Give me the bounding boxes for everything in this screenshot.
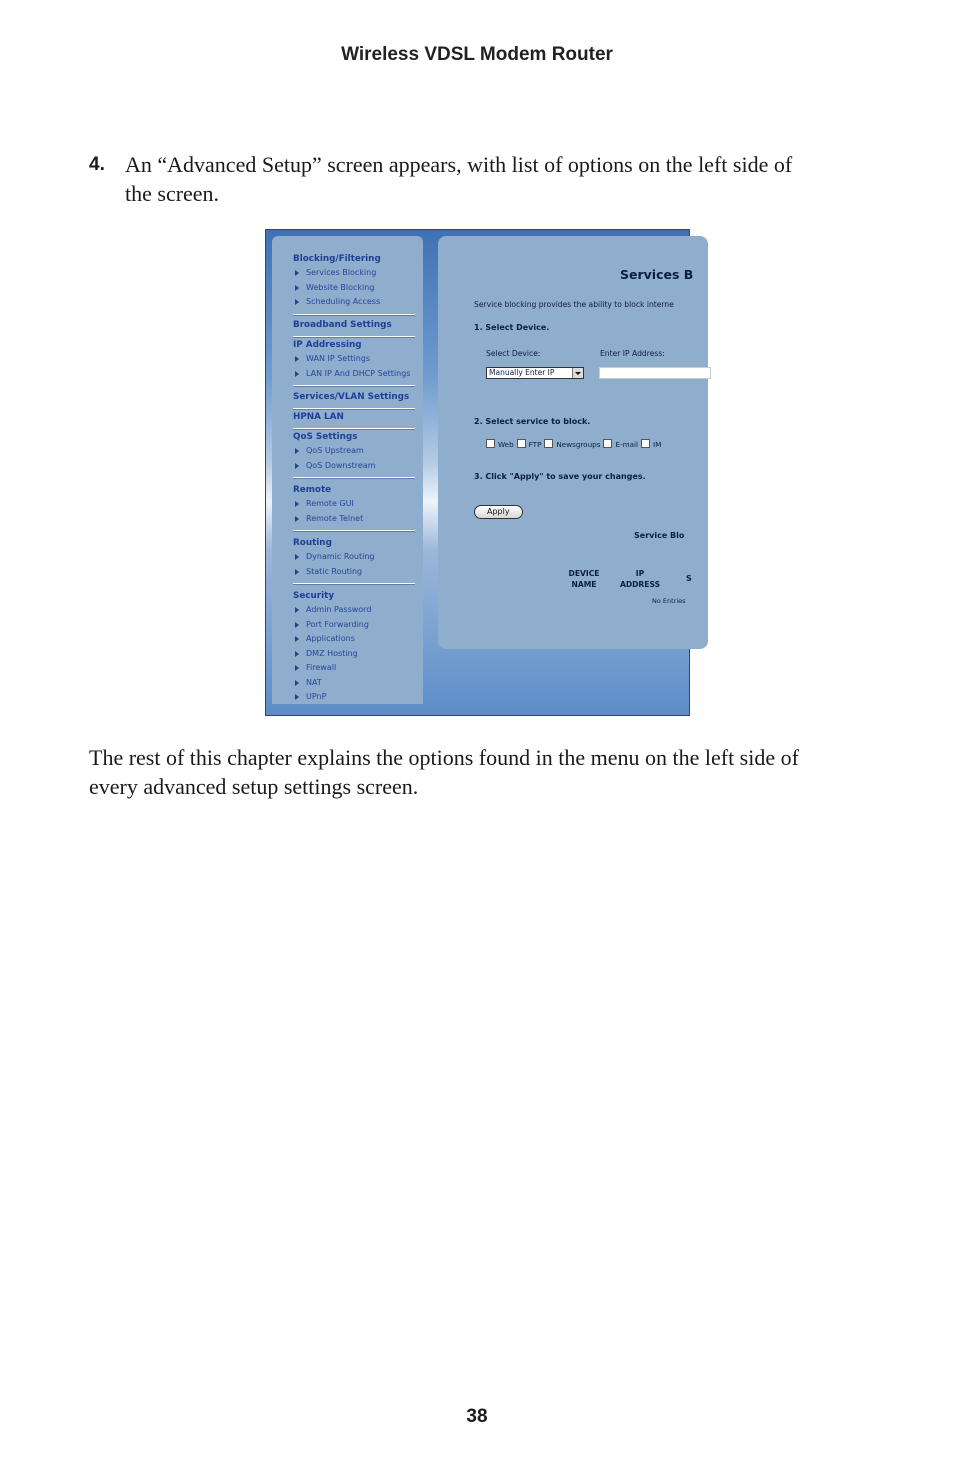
nav-item-label: Port Forwarding	[306, 619, 369, 629]
nav-heading[interactable]: HPNA LAN	[293, 412, 344, 422]
chevron-down-icon[interactable]	[572, 368, 583, 378]
nav-item-label: LAN IP And DHCP Settings	[306, 368, 411, 378]
nav-item[interactable]	[293, 618, 415, 633]
nav-item[interactable]	[293, 603, 415, 618]
arrow-right-icon	[295, 569, 299, 575]
arrow-right-icon	[295, 371, 299, 377]
service-checkbox[interactable]	[641, 439, 650, 448]
nav-item[interactable]	[293, 367, 415, 382]
nav-item[interactable]	[293, 690, 415, 705]
arrow-right-icon	[295, 299, 299, 305]
panel-title: Services B	[620, 267, 694, 282]
nav-item[interactable]	[293, 676, 415, 691]
nav-item-label: Dynamic Routing	[306, 552, 375, 561]
nav-item[interactable]	[293, 661, 415, 676]
column-partial: S	[686, 574, 692, 583]
step-4	[89, 150, 849, 208]
nav-item-label: Admin Password	[306, 605, 372, 614]
step-select-device: 1. Select Device.	[474, 323, 550, 332]
nav-item-label: Website Blocking	[306, 282, 375, 292]
ip-address-input[interactable]	[599, 367, 711, 379]
nav-item[interactable]	[293, 632, 415, 647]
nav-group	[293, 589, 415, 705]
nav-divider	[293, 477, 415, 479]
arrow-right-icon	[295, 356, 299, 362]
nav-item[interactable]	[293, 444, 415, 459]
nav-item-label: Firewall	[306, 663, 337, 672]
nav-item-label: Remote Telnet	[306, 513, 364, 523]
column-ip-address-line-2: ADDRESS	[619, 580, 661, 589]
service-checkbox[interactable]	[603, 439, 612, 448]
service-checkbox-label: E-mail	[615, 440, 638, 449]
apply-button[interactable]: Apply	[474, 505, 523, 519]
arrow-right-icon	[295, 622, 299, 628]
service-checkbox-label: Web	[498, 440, 514, 449]
service-checkbox[interactable]	[544, 439, 553, 448]
nav-item-label: WAN IP Settings	[306, 354, 371, 363]
nav-item-label: Services Blocking	[306, 268, 377, 277]
column-ip-address	[618, 568, 662, 590]
advanced-setup-menu	[272, 236, 423, 704]
nav-group	[293, 252, 415, 316]
arrow-right-icon	[295, 448, 299, 454]
no-entries-text: No Entries	[652, 597, 686, 605]
nav-group	[293, 390, 415, 410]
column-device-name-line-1: DEVICE	[568, 569, 600, 578]
nav-item-label: Remote GUI	[306, 499, 354, 508]
nav-item[interactable]	[293, 352, 415, 367]
nav-heading[interactable]: Security	[293, 591, 335, 601]
nav-item[interactable]	[293, 565, 415, 580]
arrow-right-icon	[295, 501, 299, 507]
arrow-right-icon	[295, 463, 299, 469]
service-checkbox-label: IM	[653, 440, 662, 449]
enter-ip-label: Enter IP Address:	[600, 349, 665, 358]
select-device-value: Manually Enter IP	[489, 368, 555, 377]
nav-group	[293, 318, 415, 338]
nav-group	[293, 410, 415, 430]
step-apply: 3. Click "Apply" to save your changes.	[474, 472, 646, 481]
nav-group	[293, 430, 415, 479]
select-device-label: Select Device:	[486, 349, 541, 358]
arrow-right-icon	[295, 694, 299, 700]
step-text-line-2: the screen.	[125, 181, 220, 206]
running-header: Wireless VDSL Modem Router	[341, 44, 613, 65]
table-title: Service Blo	[634, 531, 685, 540]
nav-group	[293, 536, 415, 585]
service-checkbox-label: FTP	[528, 440, 542, 449]
nav-heading[interactable]: Broadband Settings	[293, 320, 392, 330]
nav-item-label: QoS Upstream	[306, 446, 364, 455]
nav-divider	[293, 314, 415, 316]
nav-item[interactable]	[293, 459, 415, 474]
nav-heading[interactable]: QoS Settings	[293, 432, 358, 442]
service-checkboxes	[486, 439, 664, 449]
nav-heading[interactable]: Routing	[293, 538, 332, 548]
column-device-name	[562, 568, 606, 590]
nav-heading[interactable]: Remote	[293, 485, 332, 495]
advanced-setup-screenshot	[265, 229, 694, 716]
nav-item[interactable]	[293, 647, 415, 662]
nav-item-label: Scheduling Access	[306, 297, 381, 306]
service-checkbox[interactable]	[517, 439, 526, 448]
step-number: 4.	[89, 154, 105, 175]
nav-heading[interactable]: Blocking/Filtering	[293, 254, 381, 264]
body-paragraph-line-2: every advanced setup settings screen.	[89, 774, 419, 799]
arrow-right-icon	[295, 665, 299, 671]
nav-group	[293, 338, 415, 387]
column-ip-address-line-1: IP	[635, 569, 645, 578]
arrow-right-icon	[295, 270, 299, 276]
body-paragraph	[89, 743, 859, 801]
arrow-right-icon	[295, 285, 299, 291]
nav-item[interactable]	[293, 550, 415, 565]
nav-item-label: QoS Downstream	[306, 460, 376, 470]
arrow-right-icon	[295, 554, 299, 560]
step-text	[125, 150, 849, 208]
column-device-name-line-2: NAME	[571, 580, 597, 589]
step-text-line-1: An “Advanced Setup” screen appears, with list of options on the left side of	[125, 152, 793, 177]
nav-item[interactable]	[293, 497, 415, 512]
nav-item-label: NAT	[306, 677, 322, 687]
arrow-right-icon	[295, 680, 299, 686]
nav-divider	[293, 385, 415, 387]
nav-item-label: Applications	[306, 634, 355, 643]
services-blocking-panel	[438, 236, 708, 649]
nav-item[interactable]	[293, 512, 415, 527]
nav-item[interactable]	[293, 266, 415, 281]
arrow-right-icon	[295, 607, 299, 613]
panel-intro: Service blocking provides the ability to block interne	[474, 300, 674, 309]
nav-group	[293, 483, 415, 532]
service-checkbox[interactable]	[486, 439, 495, 448]
nav-item-label: Static Routing	[306, 566, 363, 576]
arrow-right-icon	[295, 636, 299, 642]
nav-item-label: UPnP	[306, 692, 327, 701]
body-paragraph-line-1: The rest of this chapter explains the options found in the menu on the left side of	[89, 745, 799, 770]
page-number: 38	[466, 1406, 488, 1427]
select-device-dropdown[interactable]	[486, 367, 584, 379]
step-select-service: 2. Select service to block.	[474, 417, 591, 426]
nav-item[interactable]	[293, 295, 415, 310]
nav-item[interactable]	[293, 281, 415, 296]
nav-heading[interactable]: IP Addressing	[293, 340, 362, 350]
arrow-right-icon	[295, 516, 299, 522]
nav-heading[interactable]: Services/VLAN Settings	[293, 392, 410, 402]
nav-divider	[293, 530, 415, 532]
arrow-right-icon	[295, 651, 299, 657]
nav-divider	[293, 583, 415, 585]
nav-item-label: DMZ Hosting	[306, 648, 358, 658]
service-checkbox-label: Newsgroups	[556, 440, 601, 449]
